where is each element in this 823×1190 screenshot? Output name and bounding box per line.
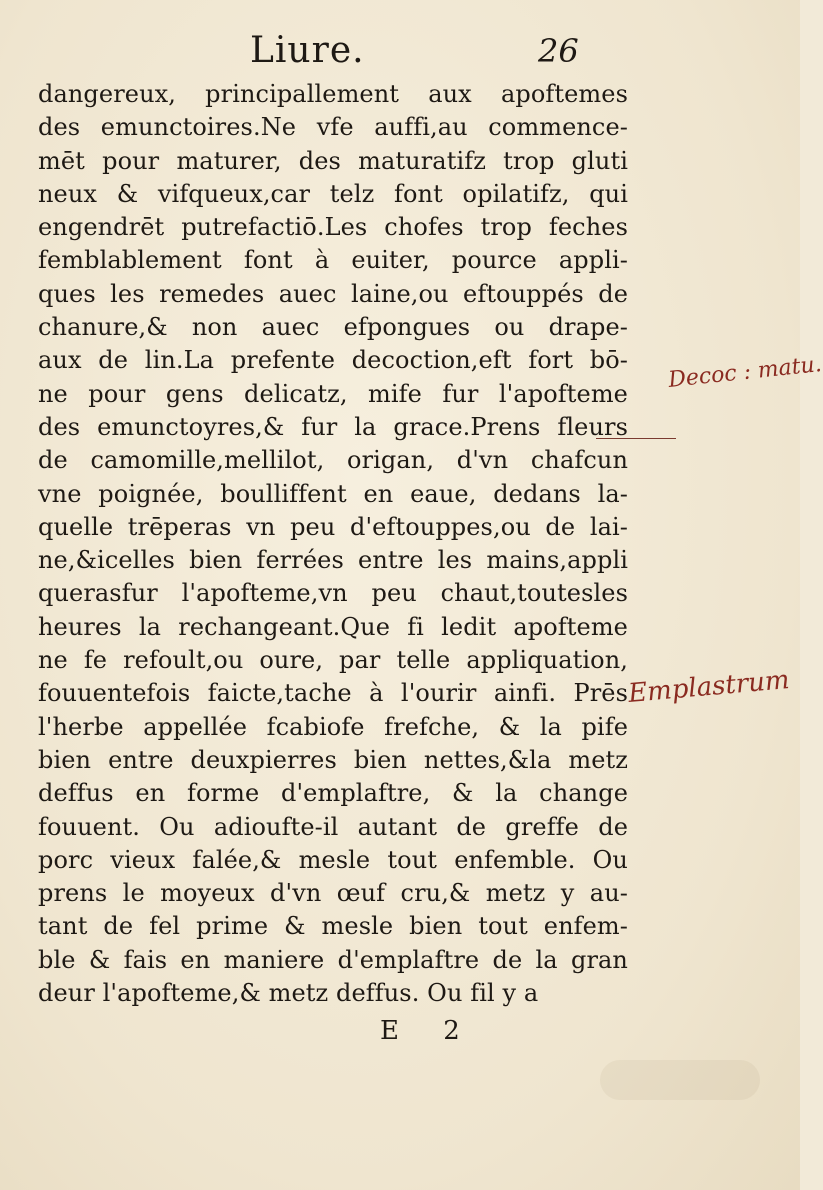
text-line: prens le moyeux d'vn œuf cru,& metz y au- [38,879,628,908]
text-line: ques les remedes auec laine,ou eftouppés de [38,279,628,308]
text-line: quelle trēperas vn peu d'eftouppes,ou de lai- [38,512,628,541]
text-line: ne fe refoult,ou oure, par telle appliquation, [38,646,628,675]
text-line: deur l'apofteme,& metz deffus. Ou fil y a [38,979,539,1008]
text-line: bien entre deuxpierres bien nettes,&la metz [38,745,628,774]
text-line: chanure,& non auec efpongues ou drape- [38,313,628,342]
signature-mark: E 2 [380,1016,478,1046]
text-line: ble & fais en maniere d'emplaftre de la gran [38,945,628,974]
running-title: Liure. [250,30,365,71]
text-line: des emunctoyres,& fur la grace.Prens fleurs [38,412,628,441]
text-line: engendrēt putrefactiō.Les chofes trop feches [38,213,628,242]
text-line: dangereux, principallement aux apoftemes [38,80,628,108]
text-line: tant de fel prime & mesle bien tout enfem- [38,912,628,941]
page-header [0,30,800,80]
marginal-annotation: Emplastrum [627,665,791,709]
marginal-annotation: Decoc : matu. [667,352,823,393]
text-line: ne,&icelles bien ferrées entre les mains,appli [38,546,628,575]
text-line: fouuentefois faicte,tache à l'ourir ainfi. Prēs [38,679,628,708]
text-line: vne poignée, boulliffent en eaue, dedans la- [38,479,628,508]
show-through-stain [600,1060,760,1100]
text-line: heures la rechangeant.Que fi ledit apofteme [38,612,628,641]
text-line: porc vieux falée,& mesle tout enfemble. Ou [38,845,628,874]
text-line: mēt pour maturer, des maturatifz trop gluti [38,146,628,175]
text-line: aux de lin.La prefente decoction,eft fort bō- [38,346,628,375]
text-line: ne pour gens delicatz, mife fur l'apofteme [38,379,628,408]
marginal-rule [596,438,676,439]
text-line: des emunctoires.Ne vfe auffi,au commence- [38,113,628,142]
body-text [38,78,628,1010]
text-line: deffus en forme d'emplaftre, & la change [38,779,628,808]
text-line: fouuent. Ou adioufte-il autant de greffe de [38,812,628,841]
text-line: querasfur l'apofteme,vn peu chaut,toutesles [38,579,628,608]
text-line: de camomille,mellilot, origan, d'vn chafcun [38,446,628,475]
text-line: l'herbe appellée fcabiofe frefche, & la pife [38,712,628,741]
text-line: neux & vifqueux,car telz font opilatifz, qui [38,179,628,208]
text-line: femblablement font à euiter, pource appli- [38,246,628,275]
page-number: 26 [538,32,579,70]
